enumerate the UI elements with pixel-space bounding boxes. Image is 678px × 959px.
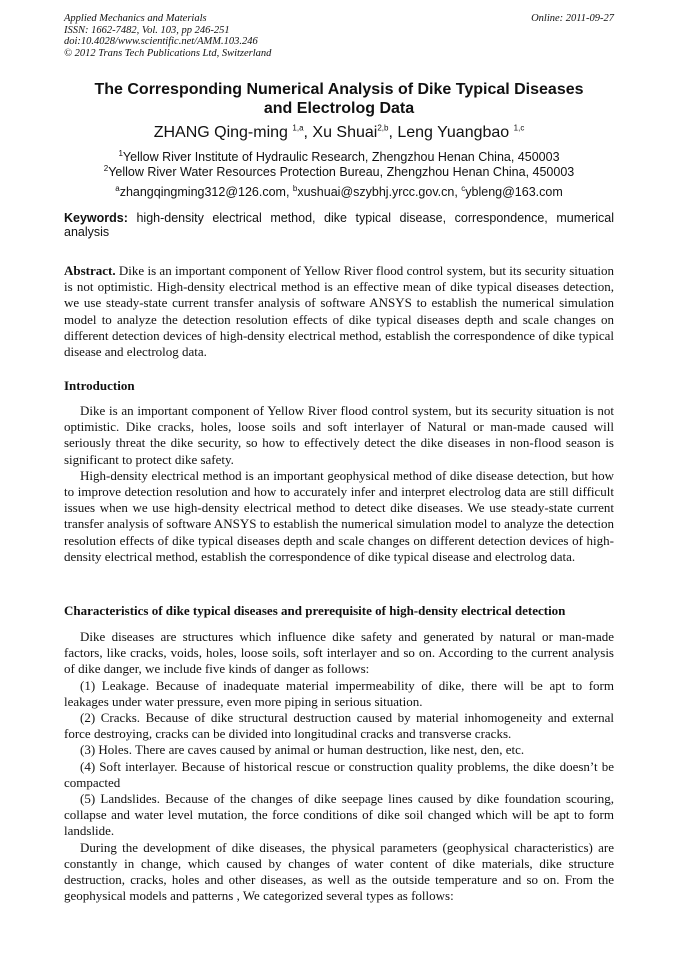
aff-text: Yellow River Institute of Hydraulic Research, Zhengzhou Henan China, 450003 [122, 150, 560, 164]
issn: ISSN: 1662-7482, Vol. 103, pp 246-251 [64, 24, 230, 36]
keywords-text: high-density electrical method, dike typical disease, correspondence, mumerical analysis [64, 211, 614, 239]
email[interactable]: zhangqingming312@126.com, [119, 185, 293, 199]
paragraph: Dike diseases are structures which influence dike safety and generated by natural or man-made factors, like cracks, voids, holes, loose soils, soft interlayer and so on. According to the current analysis of dike danger, we include five kinds of danger as follows: [64, 629, 614, 677]
section-heading: Introduction [64, 378, 135, 393]
author-sup: 1,c [513, 123, 525, 133]
section-body [64, 403, 614, 565]
paragraph: (1) Leakage. Because of inadequate material impermeability of dike, there will be apt to form leakages under water pressure, even more piping in serious situation. [64, 677, 614, 709]
paragraph: High-density electrical method is an important geophysical method of dike disease detection, but how to improve detection resolution and how to accurately infer and interpret electrolog data are still difficult issues when we use high-density electrical method to detect dike diseases. We use steady-state current transfer analysis of software ANSYS to establish the numerical simulation model to analyze the detection resolution effects of dike typical diseases depth and scale changes on different detection devices of high-density electrical method, establish the correspondence of dike typical disease and electrolog data. [64, 467, 614, 564]
affiliation [40, 150, 638, 165]
section-heading: Characteristics of dike typical diseases and prerequisite of high-density electrical detection [64, 603, 566, 618]
author-sup: 1,a [292, 123, 304, 133]
author-sup: 2,b [377, 123, 389, 133]
authors [40, 123, 638, 143]
keywords-label: Keywords: [64, 211, 128, 225]
paragraph: (4) Soft interlayer. Because of historical rescue or construction quality problems, the dike doesn’t be compacted [64, 758, 614, 790]
online-date: Online: 2011-09-27 [531, 13, 614, 24]
paragraph: Dike is an important component of Yellow River flood control system, but its security situation is not optimistic. Dike cracks, holes, loose soils and soft interlayer of Natural or man-made caused will seriously threat the dike security, so how to effectively detect the dike diseases in non-flood season is significant to protect dike safety. [64, 403, 614, 467]
author: ZHANG Qing-ming [153, 124, 293, 141]
doi: doi:10.4028/www.scientific.net/AMM.103.246 [64, 36, 258, 48]
abstract-label: Abstract. [64, 263, 116, 278]
aff-sup: 2 [103, 163, 109, 173]
email[interactable]: xushuai@szybhj.yrcc.gov.cn, [297, 185, 462, 199]
author: Xu Shuai [312, 124, 378, 141]
abstract-text: Dike is an important component of Yellow River flood control system, but its security situation is not optimistic. High-density electrical method is an effective mean of dike typical diseases detection, we use steady-state current transfer analysis of software ANSYS to establish the numerical simulation model to analyze the detection resolution effects of dike typical diseases depth and scale changes on different detection devices of high-density electrical method, establish the correspondence of dike typical disease and electrolog data. [64, 263, 614, 360]
paragraph: (2) Cracks. Because of dike structural destruction caused by material inhomogeneity and external force destroying, cracks can be divided into longitudinal cracks and transverse cracks. [64, 710, 614, 742]
sep: , [303, 124, 313, 141]
aff-sup: 1 [118, 148, 123, 158]
author: Leng Yuangbao [397, 124, 514, 141]
abstract [64, 263, 614, 360]
email[interactable]: ybleng@163.com [465, 185, 563, 199]
title-line: The Corresponding Numerical Analysis of Dike Typical Diseases [94, 81, 584, 98]
aff-text: Yellow River Water Resources Protection Bureau, Zhengzhou Henan China, 450003 [108, 165, 575, 179]
section-body [64, 629, 614, 904]
paper-title [60, 80, 618, 118]
email-sup: a [115, 183, 120, 193]
paragraph: (5) Landslides. Because of the changes of dike seepage lines caused by dike foundation scouring, collapse and water level mutation, the force conditions of dike soil changed which will be apt to form landslide. [64, 791, 614, 839]
keywords [64, 211, 614, 239]
paragraph: During the development of dike diseases, the physical parameters (geophysical characteristics) are constantly in change, which caused by changes of water content of dike materials, dike structure destruction, cracks, holes and other diseases, as well as the outside temperature and so on. From the geophysical models and patterns , We categorized several types as follows: [64, 839, 614, 904]
journal-name: Applied Mechanics and Materials [64, 13, 207, 24]
email-sup: c [461, 183, 466, 193]
sep: , [388, 124, 398, 141]
affiliation [40, 165, 638, 180]
title-line: and Electrolog Data [263, 100, 415, 117]
copyright: © 2012 Trans Tech Publications Ltd, Switzerland [64, 47, 272, 59]
email-sup: b [292, 183, 298, 193]
emails [40, 185, 638, 200]
paragraph: (3) Holes. There are caves caused by animal or human destruction, like nest, den, etc. [80, 742, 525, 758]
